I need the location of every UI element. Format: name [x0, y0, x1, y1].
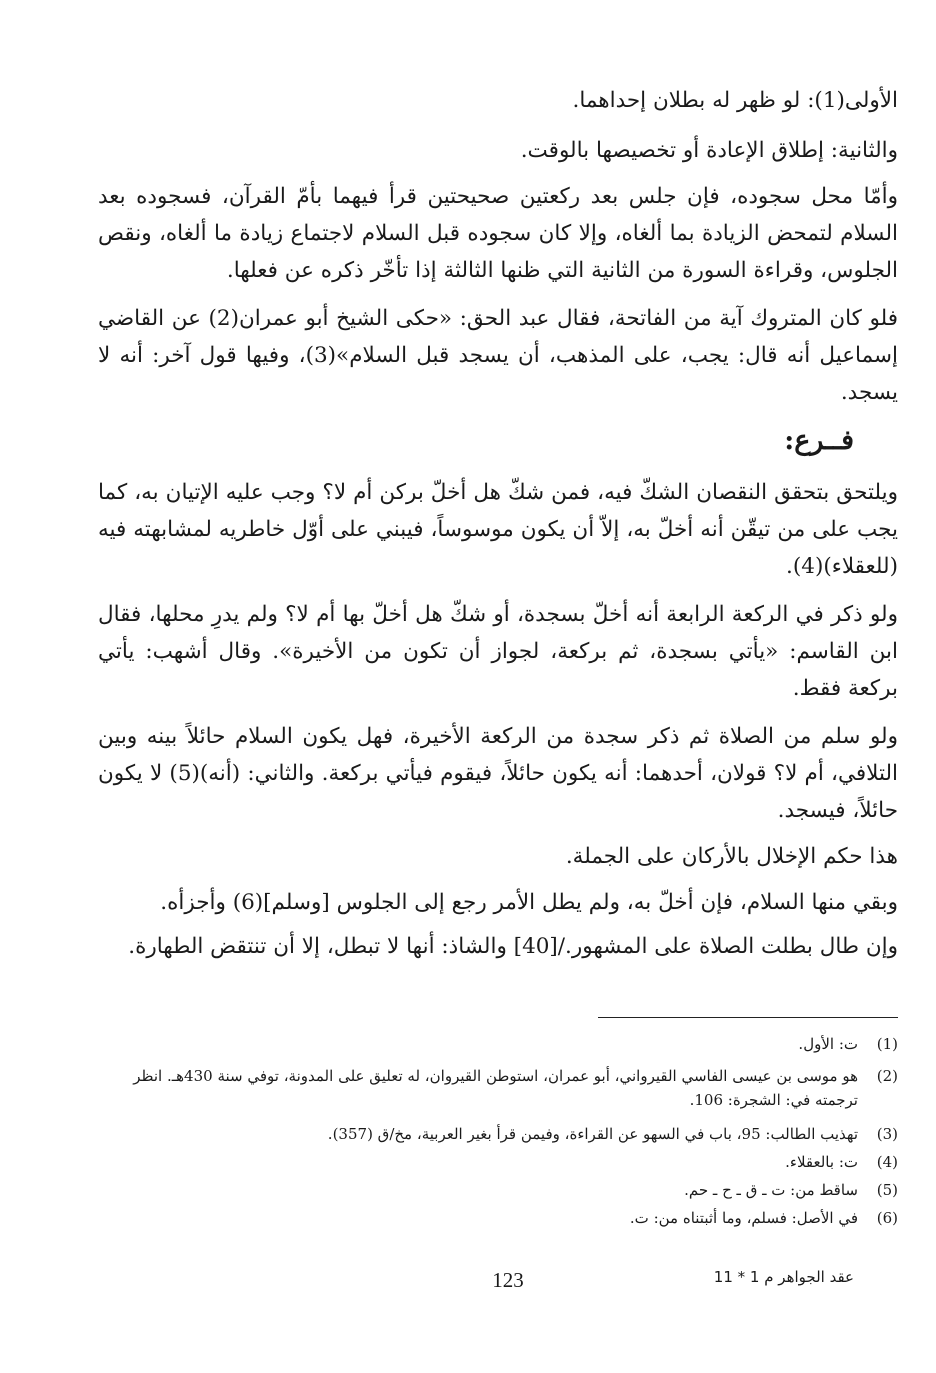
paragraph-4: فلو كان المتروك آية من الفاتحة، فقال عبد الحق: «حكى الشيخ أبو عمران(2) عن القاضي إسماعيل أنه قال: يجب، على المذهب، أن يسجد قبل السلام»(3)، وفيها قول آخر: أنه لا يسجد.	[98, 306, 898, 405]
paragraph-2: والثانية: إطلاق الإعادة أو تخصيصها بالوقت.	[520, 138, 898, 163]
paragraph-8: هذا حكم الإخلال بالأركان على الجملة.	[565, 844, 898, 869]
footnote-2	[98, 1064, 898, 1112]
paragraph-7: ولو سلم من الصلاة ثم ذكر سجدة من الركعة الأخيرة، فهل يكون السلام حائلاً بينه وبين التلافي، أم لا؟ قولان، أحدهما: أنه يكون حائلاً، فيقوم فيأتي بركعة. والثاني: (أنه)(5) لا يكون حائلاً، فيسجد.	[98, 724, 898, 823]
signature-mark: عقد الجواهر م 1 * 11	[713, 1268, 854, 1286]
paragraph-3: وأمّا محل سجوده، فإن جلس بعد ركعتين صحيحتين قرأ فيهما بأمّ القرآن، فسجوده بعد السلام لتمحض الزيادة بما ألغاه، وإلا كان سجوده قبل السلام لاجتماع زيادة ما ألغاه، ونقص الجلوس، وقراءة السورة من الثانية التي ظنها الثالثة إذا تأخّر ذكره عن فعلها.	[98, 184, 898, 283]
footnote-number: (3)	[876, 1125, 898, 1143]
section-heading: فــرع:	[784, 425, 854, 456]
footnote-text: ت: بالعقلاء.	[785, 1153, 858, 1171]
paragraph-10: وإن طال بطلت الصلاة على المشهور./[40] والشاذ: أنها لا تبطل، إلا أن تنتقض الطهارة.	[128, 934, 898, 959]
footnote-text: هو موسى بن عيسى الفاسي القيرواني، أبو عمران، استوطن القيروان، له تعليق على المدونة، توفي سنة 430هـ. انظر ترجمته في: الشجرة: 106.	[133, 1067, 858, 1109]
page-number: 123	[492, 1268, 524, 1292]
footnote-5	[98, 1178, 898, 1202]
footnote-number: (6)	[876, 1209, 898, 1227]
paragraph-6: ولو ذكر في الركعة الرابعة أنه أخلّ بسجدة، أو شكّ هل أخلّ بها أم لا؟ ولم يدرِ محلها، فقال ابن القاسم: «يأتي بسجدة، ثم بركعة، لجواز أن تكون من الأخيرة». وقال أشهب: يأتي بركعة فقط.	[98, 602, 898, 701]
footnote-number: (1)	[876, 1035, 898, 1053]
paragraph-5: ويلتحق بتحقق النقصان الشكّ فيه، فمن شكّ هل أخلّ بركن أم لا؟ وجب عليه الإتيان به، كما يجب على من تيقّن أنه أخلّ به، إلاّ أن يكون موسوساً، فيبني على أوّل خاطريه لمشابهته فيه (للعقلاء)(4).	[98, 480, 898, 579]
footnote-separator	[598, 1017, 898, 1018]
footnote-3	[98, 1122, 898, 1146]
footnote-text: ساقط من: ت ـ ق ـ ح ـ حم.	[684, 1181, 858, 1199]
paragraph-9: وبقي منها السلام، فإن أخلّ به، ولم يطل الأمر رجع إلى الجلوس [وسلم](6) وأجزأه.	[160, 890, 898, 915]
footnote-number: (4)	[876, 1153, 898, 1171]
footnote-1	[98, 1032, 898, 1056]
footnote-text: ت: الأول.	[798, 1035, 858, 1053]
footnote-6	[98, 1206, 898, 1230]
paragraph-1: الأولى(1): لو ظهر له بطلان إحداهما.	[572, 88, 898, 113]
footnote-text: في الأصل: فسلم، وما أثبتناه من: ت.	[629, 1209, 858, 1227]
footnote-number: (5)	[876, 1181, 898, 1199]
footnote-number: (2)	[876, 1067, 898, 1085]
footnote-text: تهذيب الطالب: 95، باب في السهو عن القراءة، وفيمن قرأ بغير العربية، مخ/ق (357).	[327, 1125, 858, 1143]
footnote-4	[98, 1150, 898, 1174]
